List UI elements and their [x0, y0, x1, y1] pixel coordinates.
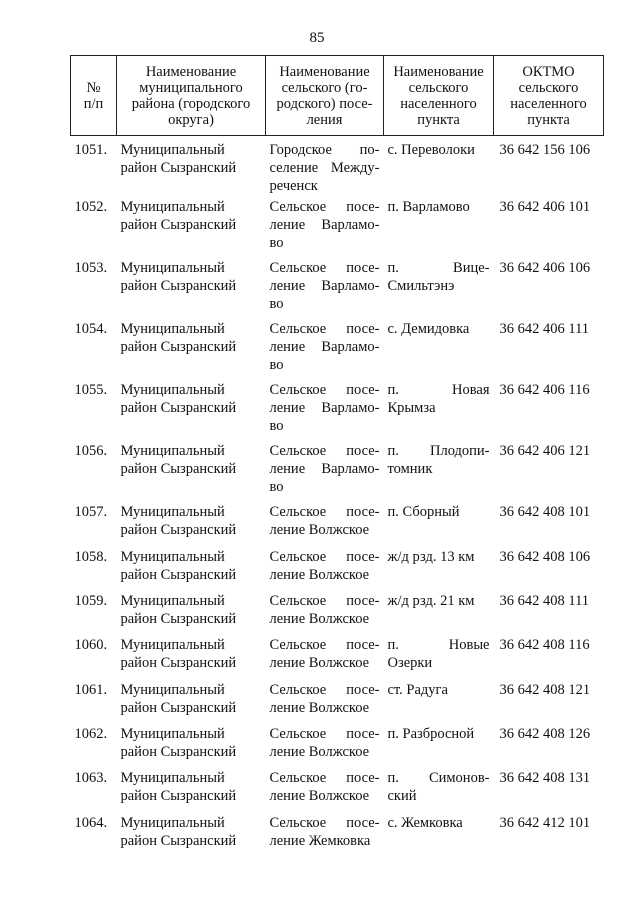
- locality-name: с. Демидовка: [387, 320, 470, 337]
- settlement-name: Сельское посе- ление Волжское: [269, 769, 380, 804]
- district-name: Муниципальный район Сызранский: [120, 769, 237, 804]
- district-name: Муниципальный район Сызранский: [120, 814, 237, 849]
- table-row: [71, 725, 604, 769]
- district-name: Муниципальный район Сызранский: [120, 681, 237, 716]
- header-district: Наименование муниципального района (городского округа): [117, 56, 266, 136]
- table-row: [71, 636, 604, 681]
- header-settlement: Наименование сельского (го- родского) посе- ления: [266, 56, 384, 136]
- row-number: 1060.: [74, 636, 108, 653]
- district-name: Муниципальный район Сызранский: [120, 142, 237, 176]
- locality-name: ж/д рзд. 13 км: [387, 548, 475, 565]
- table-row: [71, 442, 604, 503]
- oktmo-code: 36 642 408 106: [499, 548, 591, 565]
- row-number: 1058.: [74, 548, 108, 565]
- settlement-name: Сельское посе- ление Варламо- во: [269, 320, 380, 373]
- oktmo-code: 36 642 408 126: [499, 725, 591, 742]
- locality-name: п. Плодопи- томник: [387, 442, 490, 477]
- table-row: [71, 681, 604, 725]
- settlement-name: Сельское посе- ление Варламо- во: [269, 198, 380, 251]
- table-row: [71, 259, 604, 320]
- table-body: [71, 136, 604, 864]
- district-name: Муниципальный район Сызранский: [120, 636, 237, 671]
- page-number: 85: [309, 30, 325, 46]
- row-number: 1061.: [74, 681, 108, 698]
- locality-name: п. Варламово: [387, 198, 470, 215]
- locality-name: с. Жемковка: [387, 814, 463, 831]
- table-row: [71, 320, 604, 381]
- district-name: Муниципальный район Сызранский: [120, 592, 237, 627]
- oktmo-code: 36 642 406 121: [499, 442, 591, 459]
- header-locality: Наименование сельского населенного пункта: [384, 56, 494, 136]
- locality-name: ж/д рзд. 21 км: [387, 592, 475, 609]
- district-name: Муниципальный район Сызранский: [120, 442, 237, 477]
- oktmo-code: 36 642 406 106: [499, 259, 591, 276]
- district-name: Муниципальный район Сызранский: [120, 320, 237, 355]
- district-name: Муниципальный район Сызранский: [120, 259, 237, 294]
- locality-name: п. Сборный: [387, 503, 460, 520]
- settlement-name: Сельское посе- ление Жемковка: [269, 814, 380, 849]
- settlement-name: Сельское посе- ление Варламо- во: [269, 442, 380, 495]
- row-number: 1051.: [74, 142, 108, 158]
- oktmo-code: 36 642 156 106: [499, 142, 591, 158]
- settlement-name: Городское по- селение Между- реченск: [269, 142, 380, 194]
- table-row: [71, 548, 604, 592]
- settlement-name: Сельское посе- ление Варламо- во: [269, 381, 380, 434]
- district-name: Муниципальный район Сызранский: [120, 548, 237, 583]
- district-name: Муниципальный район Сызранский: [120, 725, 237, 760]
- locality-name: с. Переволоки: [387, 142, 475, 158]
- locality-name: п. Разбросной: [387, 725, 475, 742]
- district-name: Муниципальный район Сызранский: [120, 198, 237, 233]
- locality-name: п. Новые Озерки: [387, 636, 490, 671]
- settlement-name: Сельское посе- ление Волжское: [269, 592, 380, 627]
- row-number: 1063.: [74, 769, 108, 786]
- table-row: [71, 136, 604, 198]
- row-number: 1055.: [74, 381, 108, 398]
- locality-name: п. Новая Крымза: [387, 381, 490, 416]
- settlement-name: Сельское посе- ление Волжское: [269, 636, 380, 671]
- district-name: Муниципальный район Сызранский: [120, 381, 237, 416]
- table-row: [71, 198, 604, 259]
- row-number: 1052.: [74, 198, 108, 215]
- table-row: [71, 814, 604, 864]
- row-number: 1053.: [74, 259, 108, 276]
- row-number: 1064.: [74, 814, 108, 831]
- table-row: [71, 381, 604, 442]
- header-oktmo: ОКТМО сельского населенного пункта: [494, 56, 604, 136]
- table-header: [71, 56, 604, 136]
- locality-name: п. Симонов- ский: [387, 769, 490, 804]
- locality-name: ст. Радуга: [387, 681, 448, 698]
- row-number: 1056.: [74, 442, 108, 459]
- oktmo-code: 36 642 408 121: [499, 681, 591, 698]
- table-row: [71, 769, 604, 814]
- row-number: 1057.: [74, 503, 108, 520]
- header-row: [71, 56, 604, 136]
- district-name: Муниципальный район Сызранский: [120, 503, 237, 538]
- oktmo-code: 36 642 408 116: [499, 636, 590, 653]
- settlement-name: Сельское посе- ление Волжское: [269, 681, 380, 716]
- locality-name: п. Вице- Смильтэнэ: [387, 259, 490, 294]
- oktmo-code: 36 642 408 111: [499, 592, 590, 609]
- table-row: [71, 503, 604, 548]
- oktmo-code: 36 642 408 101: [499, 503, 591, 520]
- header-num: № п/п: [71, 56, 117, 136]
- table-row: [71, 592, 604, 636]
- settlement-name: Сельское посе- ление Варламо- во: [269, 259, 380, 312]
- settlement-name: Сельское посе- ление Волжское: [269, 548, 380, 583]
- row-number: 1059.: [74, 592, 108, 609]
- oktmo-code: 36 642 406 101: [499, 198, 591, 215]
- oktmo-code: 36 642 408 131: [499, 769, 591, 786]
- settlements-table: [70, 55, 604, 864]
- settlement-name: Сельское посе- ление Волжское: [269, 725, 380, 760]
- oktmo-code: 36 642 412 101: [499, 814, 591, 831]
- settlement-name: Сельское посе- ление Волжское: [269, 503, 380, 538]
- oktmo-code: 36 642 406 111: [499, 320, 590, 337]
- row-number: 1062.: [74, 725, 108, 742]
- row-number: 1054.: [74, 320, 108, 337]
- oktmo-code: 36 642 406 116: [499, 381, 590, 398]
